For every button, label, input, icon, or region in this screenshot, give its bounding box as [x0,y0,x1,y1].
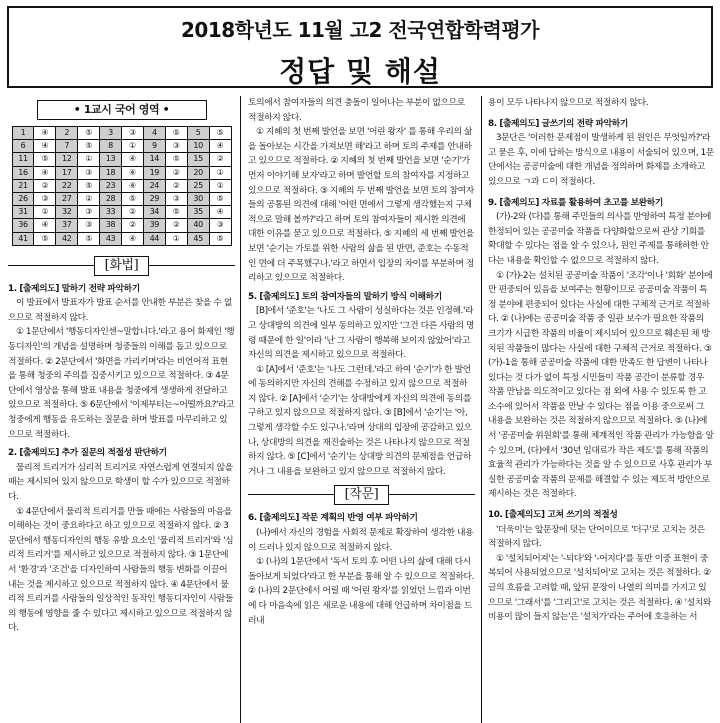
explanation-paragraph: ① (가)-2는 설치된 공공미술 작품이 '조각'이나 '회화' 분야에만 편중되어 있음을 보여주는 현황이므로 공공미술 작품이 특정 분야에 편중되어 있다는 사실에 대한 구체적 근거로 적절하다. ② (나)에는 공공미술 작품 중 일관 보수가 필요한 작품의 크기가 시급한 작품의 비율이 제시되어 있으므로 훼손된 채 방치된 작품들이 많다는 사실에 대한 구체적 근거로 적절하다. ③ (가)-1을 통해 공공미술 작품에 대한 만족도 한 답변이 나타나 있다는 것 다가 없이 특정 시민들이 작품 공간이 분류할 경우 작품 만남을 의도적이고 있다는 점 외에 사용 수 있도록 한 고 소수에 있어서 작품을 만날 수 있다는 점을 이용 중으로써 그 내용을 보완하는 것은 적절하지 않으므로 적절하다. ⑤ (나)에서 '공공미술 위원회'를 통해 체계적인 작품 관리가 가능함을 알 수 있으며, (다)에서 '30년 임대료가 작은 제도'를 통해 작품의 효율적 관리가 가능하다는 것을 알 수 있으므로 사후 관리가 부실한 공공미술 작품의 문제를 해결할 수 있는 제도적 방안으로 제시하는 것은 적절하다. [488,270,714,500]
answer-cell: ② [165,219,187,232]
answer-table [12,126,232,246]
question-number-cell: 15 [187,153,209,166]
answer-cell: ④ [121,232,143,245]
question-number-cell: 9 [143,140,165,153]
question-number-cell: 43 [100,232,122,245]
explanation-paragraph: 3문단은 '이러한 문제점이 발생하게 된 원인은 무엇일까?'라고 묻은 후, 이에 답하는 방식으로 내용이 서술되어 있으며, 1문단에서는 공공미술에 대한 개념을 정의하며 화제를 소개하고 있으므로 ㄱ과 ㄷ이 적절하다. [488,133,714,187]
document-header [7,6,713,88]
question-number-cell: 17 [56,166,78,179]
answer-cell: ⑤ [34,232,56,245]
answer-cell: ④ [34,140,56,153]
column-3 [488,96,714,723]
explanation-paragraph: 이 발표에서 발표자가 발표 순서를 안내한 부분은 찾을 수 없으므로 적절하지 않다. [8,298,232,323]
explanation-paragraph: (가)-2와 (다)를 통해 주민들의 의사를 반영하여 특정 분야에 한정되어 있는 공공미술 작품을 다양화할으로써 관상 기회를 확대할 수 있다는 점을 알 수 있으나, 원인 주제를 통해하한 안다는 내용을 확인할 수 없으므로 적절하지 않다. [488,212,712,266]
answer-cell: ② [34,179,56,192]
answer-cell: ① [34,206,56,219]
question-title: 10. [출제의도] 고쳐 쓰기의 적절성 [488,510,618,521]
question-number-cell: 7 [56,140,78,153]
question-number-cell: 4 [143,127,165,140]
question-number-cell: 44 [143,232,165,245]
question-number-cell: 21 [12,179,34,192]
answer-cell: ⑤ [78,179,100,192]
column-2 [248,96,475,723]
answer-cell: ⑤ [78,127,100,140]
answer-cell: ③ [78,166,100,179]
question-number-cell: 34 [143,206,165,219]
answer-row [12,127,231,140]
explanation-paragraph: 토의에서 참여자들의 의견 충돌이 일어나는 부분이 없으므로 적절하지 않다. [248,98,465,123]
question-title: 2. [출제의도] 추가 질문의 적절성 판단하기 [8,448,167,459]
explanation-paragraph: ① 4문단에서 물리적 트리거를 만들 때에는 사람들의 마음을 이해하는 것이 중요하다고 하고 있으므로 적절하지 않다. ② 3문단에서 행동디자인의 행동 유발 요소인 '물리적 트리거'와 '심리적 트리거'를 제시하고 있으므로 적절하지 않다. ③ 1문단에서 '환경'과 '조건'을 디자인하여 사람들의 행동 변화를 이끌어내는 것을 제시하고 있으므로 적절하지 않다. ④ 4문단에서 물리적 트리거를 사람들의 일상적인 동작인 행동디자인이 사람들의 행동에 영향을 줄 수 있다고 제시하고 있으므로 적절하지 않다. [8,506,234,634]
question-number-cell: 3 [100,127,122,140]
question-number-cell: 22 [56,179,78,192]
answer-cell: ④ [121,153,143,166]
answer-cell: ② [165,179,187,192]
answer-cell: ① [165,232,187,245]
section-heading-writing [248,485,475,505]
answer-row [12,232,231,245]
explanation-paragraph: (나)에서 자신의 경험을 사회적 문제로 확장하여 생각한 내용이 드러나 있지 않으므로 적절하지 않다. [248,528,474,553]
question-number-cell: 8 [100,140,122,153]
question-number-cell: 45 [187,232,209,245]
explanation-paragraph: ① '설치되어져'는 '-되다'와 '-어지다'를 동반 이중 표현이 중복되어 사용되었으므로 '설치되어'로 고치는 것은 적절하다. ② 글의 흐름을 고려할 때, 앞뒤 문장이 나열의 의미를 가지고 있으므로 '그래서'를 '그리고'로 고치는 것은 적절하다. ④ '설치와 비용이 많이 들지 않는'은 '설치가'라는 주어에 호응하는 서 [488,553,711,623]
answer-cell: ③ [78,206,100,219]
column-divider [481,96,482,723]
question-number-cell: 1 [12,127,34,140]
answer-cell: ② [78,192,100,205]
question-number-cell: 10 [187,140,209,153]
question-number-cell: 23 [100,179,122,192]
question-number-cell: 27 [56,192,78,205]
answer-cell: ③ [78,219,100,232]
question-number-cell: 37 [56,219,78,232]
question-number-cell: 18 [100,166,122,179]
explanation-paragraph: 물리적 트리거가 심리적 트리거로 자연스럽게 연결되지 않을 때는 제시되어 있지 않으므로 학생이 할 수가 있으므로 적절하다. [8,462,233,502]
answer-cell: ② [165,166,187,179]
answer-cell: ③ [34,192,56,205]
answer-cell: ① [209,166,231,179]
question-number-cell: 33 [100,206,122,219]
answer-cell: ⑤ [165,206,187,219]
answer-cell: ⑤ [34,153,56,166]
column-1 [8,96,235,723]
answer-row [12,166,231,179]
question-number-cell: 30 [187,192,209,205]
answer-cell: ⑤ [209,127,231,140]
answer-cell: ① [209,179,231,192]
question-number-cell: 26 [12,192,34,205]
question-number-cell: 41 [12,232,34,245]
explanation-paragraph: ① [A]에서 '준호'는 '나도 그런데.'라고 하여 '순기'가 한 발언에 동의하지만 자신의 견해를 수정하고 있지 않으므로 적절하지 않다. ② [A]에서 '순기'는 상대방에게 자신의 의견에 동의를 구하고 있지 않으므로 적절하지 않다. ③ [B]에서 '순기'는 '아, 그렇게 생각할 수도 있구나.'라며 상대의 입장에 공감하고 있으나, 상대방의 의견을 재진술하는 것은 나타나지 않으므로 적절하지 않다. ⑤ [C]에서 '순기'는 상대방 의견의 문제점을 언급하거나 그 내용을 보완하고 있지 않으므로 적절하지 않다. [248,364,472,477]
answer-cell: ④ [121,166,143,179]
answer-row [12,179,231,192]
question-number-cell: 16 [12,166,34,179]
question-number-cell: 29 [143,192,165,205]
answer-cell: ④ [209,140,231,153]
answer-cell: ② [121,219,143,232]
question-number-cell: 13 [100,153,122,166]
question-number-cell: 14 [143,153,165,166]
answer-cell: ⑤ [165,153,187,166]
column-divider [240,96,241,723]
answer-cell: ④ [34,127,56,140]
question-number-cell: 25 [187,179,209,192]
exam-title: 2018학년도 11월 고2 전국연합학력평가 [181,18,539,42]
question-number-cell: 5 [187,127,209,140]
question-number-cell: 36 [12,219,34,232]
question-number-cell: 11 [12,153,34,166]
answer-row [12,206,231,219]
answer-cell: ⑤ [209,232,231,245]
question-number-cell: 12 [56,153,78,166]
answer-cell: ⑤ [209,192,231,205]
answer-cell: ④ [121,179,143,192]
question-title: 9. [출제의도] 자료를 활용하여 초고를 보완하기 [488,197,663,208]
answer-row [12,219,231,232]
question-number-cell: 19 [143,166,165,179]
explanation-paragraph: [B]에서 '준호'는 '나도 그 사람이 성실하다는 것은 인정해.'라고 상대방의 의견에 일부 동의하고 있지만 '그건 다른 사람의 명령 때문에 한 일'이라 '난 그 사람이 행복해 보이지 않았어'라고 자신의 의견을 제시하고 있으므로 적절하다. [248,306,475,361]
question-number-cell: 32 [56,206,78,219]
answer-cell: ④ [34,166,56,179]
explanation-paragraph: ① 지혜의 첫 번째 발언을 보면 '어린 왕자' 를 통해 우리의 삶을 돌아보는 시간을 가져보면 해'라고 하며 토의 주제를 안내하고 있으므로 적절하다. ② 지혜의 첫 번째 발언을 보면 '순기'가 먼저 이야기해 보자'라고 하며 발언할 토의 참여자를 지정하고 있으므로 적절하다. ③ 지혜의 두 번째 발언을 보면 토의 참여자들의 공통된 의견에 대해 '어떤 면에서 그렇게 생각했는지 구체적으로 말해 볼까?'라고 하며 토의 참여자들이 제시한 의견에 대한 이유를 묻고 있으므로 적절하다. ⑤ 지혜의 세 번째 발언을 보면 '순기는 가토를 위한 사람의 삶을 된 반면, 준호는 수동적인 면에 더 주목했구나.'라고 하면서 입장의 차이를 부분하며 정리하고 있으므로 적절하다. [248,127,475,284]
question-number-cell: 42 [56,232,78,245]
question-number-cell: 31 [12,206,34,219]
explanation-paragraph: ① 1문단에서 '행동디자인센~말합니다.'라고 용어 화제인 '행동디자인'의 개념을 설명하며 청중들의 이해를 돕고 있으므로 적절하다. ② 2문단에서 '화면을 가리키며'라는 비언어적 표현을 통해 청중의 주의를 집중시키고 있으므로 적절하다. ③ 4문단에서 영상을 통해 발표 내용을 청중에게 생생하게 전달하고 있으므로 적절하다. ⑤ 6문단에서 '이제부터는~어떨까요?'라고 청중에게 행동을 유도하는 질문을 하며 발표를 마무리하고 있으므로 적절하다. [8,327,235,440]
explanation-paragraph: '더욱이'는 앞문장에 덧는 단어이므로 '더구'로 고치는 것은 적절하지 않다. [488,524,705,550]
answer-cell: ② [121,206,143,219]
answer-row [12,140,231,153]
answer-row [12,192,231,205]
answer-cell: ② [209,153,231,166]
answer-cell: ③ [209,219,231,232]
answer-cell: ④ [34,219,56,232]
answer-cell: ④ [209,206,231,219]
question-number-cell: 20 [187,166,209,179]
section-heading-label: [작문] [334,485,390,505]
question-number-cell: 24 [143,179,165,192]
answer-cell: ③ [165,192,187,205]
session-label: • 1교시 국어 영역 • [37,100,207,120]
question-number-cell: 38 [100,219,122,232]
answer-cell: ③ [121,127,143,140]
question-number-cell: 39 [143,219,165,232]
question-number-cell: 35 [187,206,209,219]
answer-cell: ③ [165,140,187,153]
explanation-paragraph: ① (나)의 1문단에서 '독서 토의 후 어떤 나의 삶에 대해 다시 돌아보게 되었다'라고 한 부분을 통해 알 수 있으므로 적절하다. ② (나)의 2문단에서 어릴 때 '어린 왕자'를 읽었던 느낌과 이번에 다 마음속에 읽은 새로운 내용에 대해 언급하며 차이점을 드러내 [248,557,475,626]
section-heading-speech [8,256,235,276]
question-number-cell: 2 [56,127,78,140]
question-title: 1. [출제의도] 말하기 전략 파악하기 [8,283,140,294]
answer-row [12,153,231,166]
question-title: 6. [출제의도] 작문 계획의 반영 여부 파악하기 [248,513,418,524]
question-title: 8. [출제의도] 글쓰기의 전략 파악하기 [488,118,628,129]
question-title: 5. [출제의도] 토의 참여자들의 말하기 방식 이해하기 [248,291,442,302]
answer-cell: ① [121,140,143,153]
answer-cell: ⑤ [121,192,143,205]
answer-cell: ⑤ [78,232,100,245]
answer-cell: ⑤ [165,127,187,140]
question-number-cell: 40 [187,219,209,232]
answer-cell: ⑤ [78,140,100,153]
answer-key-title: 정답 및 해설 [279,55,441,88]
section-heading-label: [화법] [94,256,150,276]
answer-cell: ① [78,153,100,166]
explanation-paragraph: 용이 모두 나타나지 않으므로 적절하지 않다. [488,98,649,108]
question-number-cell: 28 [100,192,122,205]
question-number-cell: 6 [12,140,34,153]
